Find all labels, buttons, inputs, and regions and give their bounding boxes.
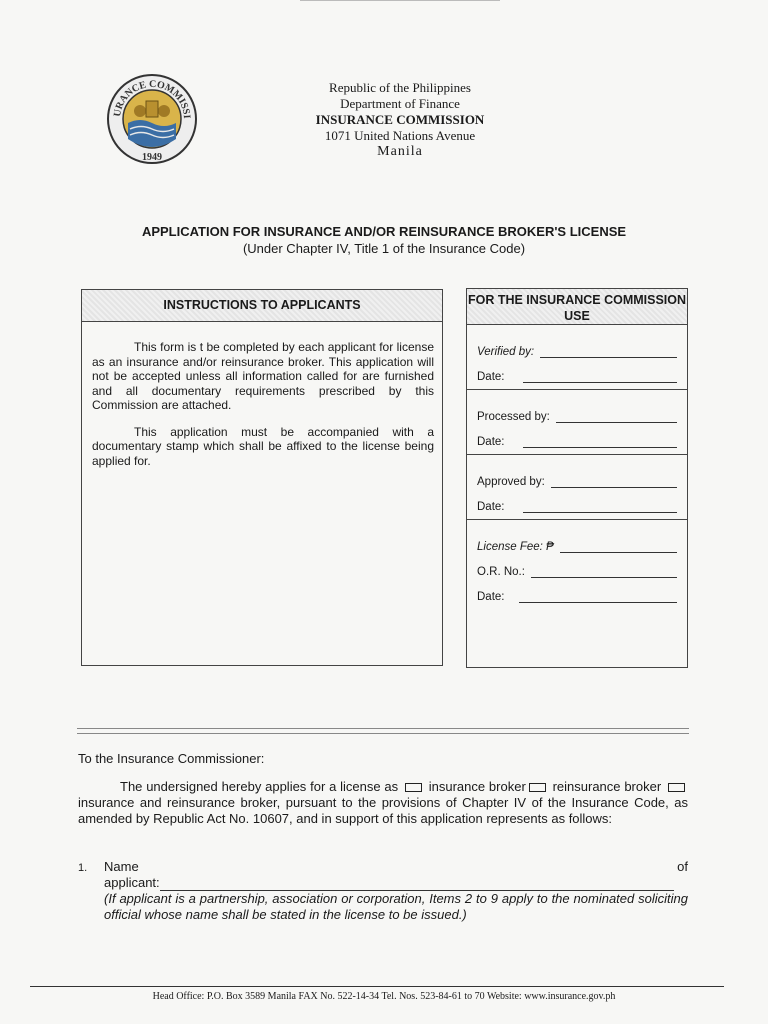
form-subtitle: (Under Chapter IV, Title 1 of the Insurance Code) bbox=[242, 241, 526, 256]
applicant-note: (If applicant is a partnership, association or corporation, Items 2 to 9 apply to the nominated soliciting official whose name shall be stated in the license to be issued.) bbox=[104, 891, 688, 922]
name-label: Name bbox=[104, 859, 139, 874]
or-no-field[interactable] bbox=[531, 568, 677, 578]
salutation: To the Insurance Commissioner: bbox=[78, 751, 265, 766]
commission-use-heading: FOR THE INSURANCE COMMISSION USE bbox=[467, 289, 687, 325]
processed-by-label: Processed by: bbox=[477, 411, 550, 423]
approved-date-field[interactable] bbox=[523, 503, 678, 513]
or-no-label: O.R. No.: bbox=[477, 566, 525, 578]
department-line: Department of Finance bbox=[340, 96, 460, 111]
payment-section bbox=[467, 520, 687, 609]
approved-by-label: Approved by: bbox=[477, 476, 545, 488]
instructions-paragraph-1: This form is t be completed by each applicant for license as an insurance and/or reinsurance broker. This application will not be accepted unless all information called for are furnished and all documentary requirements prescribed by this Commission are attached. bbox=[92, 340, 434, 412]
insurance-broker-checkbox[interactable] bbox=[405, 783, 422, 792]
approval-section bbox=[467, 455, 687, 520]
applicant-name-field[interactable] bbox=[160, 879, 674, 891]
processed-date-label: Date: bbox=[477, 436, 505, 448]
letterhead bbox=[250, 80, 550, 160]
seal-ring-text: URANCE COMMISSI bbox=[111, 78, 193, 120]
processing-section bbox=[467, 390, 687, 455]
verified-date-label: Date: bbox=[477, 371, 505, 383]
license-fee-label: License Fee: ₱ bbox=[477, 541, 554, 553]
footer-rule bbox=[30, 986, 724, 987]
footer-contact: Head Office: P.O. Box 3589 Manila FAX No. 522-14-34 Tel. Nos. 523-84-61 to 70 Website: www.insurance.gov.ph bbox=[152, 991, 616, 1002]
address-line: 1071 United Nations Avenue bbox=[324, 128, 476, 143]
form-title: APPLICATION FOR INSURANCE AND/OR REINSURANCE BROKER'S LICENSE bbox=[141, 224, 627, 239]
instructions-heading: INSTRUCTIONS TO APPLICANTS bbox=[82, 290, 442, 322]
approved-by-field[interactable] bbox=[551, 478, 677, 488]
applicant-label: applicant: bbox=[104, 875, 160, 890]
reinsurance-broker-checkbox[interactable] bbox=[529, 783, 546, 792]
verified-by-label: Verified by: bbox=[477, 346, 535, 358]
verified-date-field[interactable] bbox=[523, 373, 678, 383]
seal-year: 1949 bbox=[142, 152, 162, 163]
payment-date-field[interactable] bbox=[519, 593, 678, 603]
top-edge-line bbox=[300, 0, 500, 1]
instructions-paragraph-2: This application must be accompanied with a documentary stamp which shall be affixed to the license being applied for. bbox=[92, 424, 434, 468]
license-fee-field[interactable] bbox=[560, 543, 677, 553]
republic-line: Republic of the Philippines bbox=[329, 80, 471, 95]
of-label: of bbox=[677, 859, 688, 874]
application-paragraph bbox=[78, 779, 688, 827]
insurance-and-reinsurance-checkbox[interactable] bbox=[668, 783, 685, 792]
insurance-and-reinsurance-option: insurance and reinsurance broker, pursuant to the provisions of Chapter IV of the Insurance Code, as amended by Republic Act No. 10607, and in support of this application represents as follows: bbox=[78, 795, 688, 826]
insurance-commission-seal bbox=[106, 73, 198, 165]
org-name: INSURANCE COMMISSION bbox=[315, 112, 485, 127]
intro-text: The undersigned hereby applies for a license as bbox=[120, 779, 399, 794]
item-number: 1. bbox=[78, 862, 88, 874]
processed-by-field[interactable] bbox=[556, 413, 677, 423]
processed-date-field[interactable] bbox=[523, 438, 678, 448]
instructions-box bbox=[81, 289, 443, 666]
verified-by-field[interactable] bbox=[540, 348, 677, 358]
section-divider bbox=[77, 728, 689, 734]
approved-date-label: Date: bbox=[477, 501, 505, 513]
commission-use-box bbox=[466, 288, 688, 668]
city-line: Manila bbox=[377, 144, 423, 159]
reinsurance-broker-option: reinsurance broker bbox=[552, 779, 662, 794]
insurance-broker-option: insurance broker bbox=[428, 779, 526, 794]
verification-section bbox=[467, 325, 687, 390]
payment-date-label: Date: bbox=[477, 591, 505, 603]
